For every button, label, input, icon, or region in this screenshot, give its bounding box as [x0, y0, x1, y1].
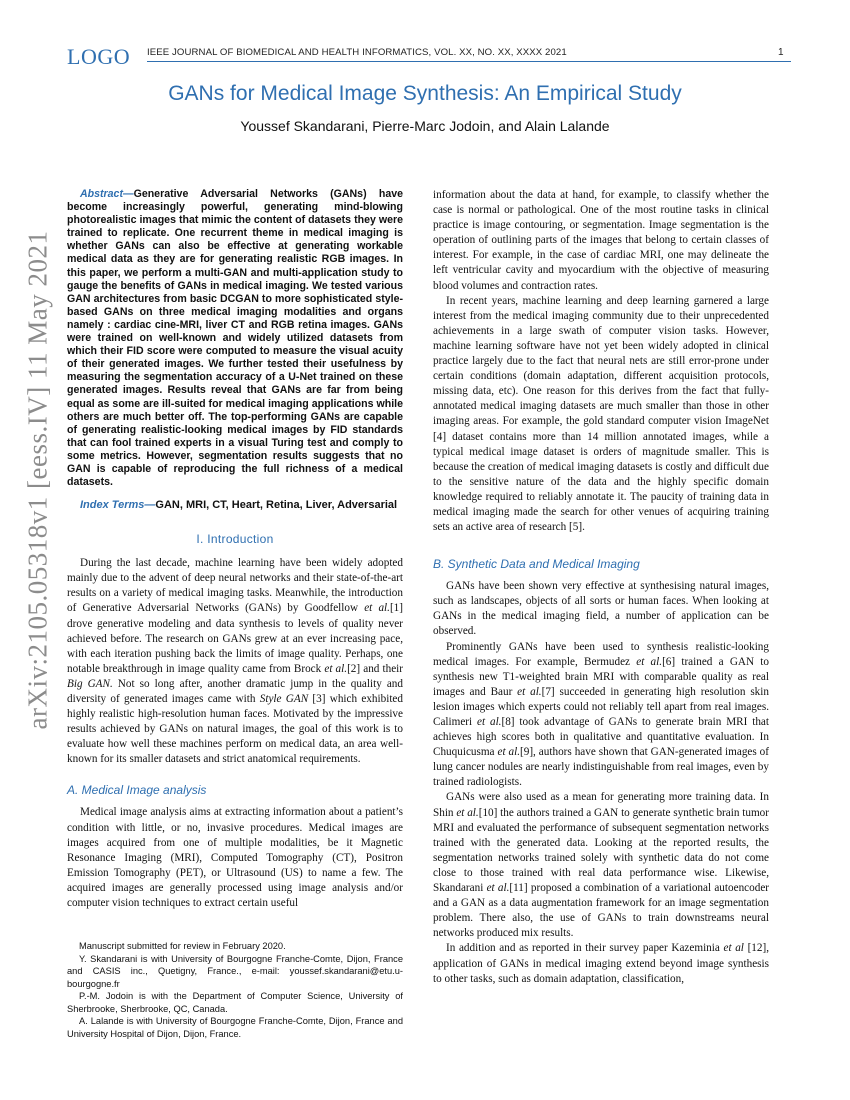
medical-image-analysis-paragraph: Medical image analysis aims at extracting information about a patient’s condition with little, or no, invasive procedures. Medical images are images acquired from one of multiple modalities, be it Magnetic Resonance Imaging (MRI), Computed Tomography (CT), Positron Emission Tomography (PET), or Ultrasound (US) to name a few. The acquired images are generally processed using image analysis and/or computer vision techniques to extract certain useful — [67, 806, 403, 910]
footnote — [67, 940, 403, 1040]
running-head: IEEE JOURNAL OF BIOMEDICAL AND HEALTH INFORMATICS, VOL. XX, NO. XX, XXXX 2021 — [147, 47, 567, 58]
index-terms — [67, 498, 403, 512]
page-number: 1 — [778, 47, 784, 58]
paragraph-text: [11] proposed a combination of a variational autoencoder and a GAN as a data augmentation framework for an image segmentation problem. There also, the use of GANs to train downstreams neural networks produced mix results. — [433, 882, 770, 940]
synthetic-data-paragraph-2 — [433, 640, 769, 791]
synthetic-data-paragraph-1: GANs have been shown very effective at synthesising natural images, such as landscapes, objects of all sorts or human faces. When looking at GANs in the medical imaging field, a number of application can be observed. — [433, 580, 769, 638]
abstract — [67, 188, 403, 489]
citation-etal: et al. — [636, 655, 663, 668]
citation-etal: et al. — [364, 602, 390, 615]
intro-paragraph — [67, 556, 403, 767]
intro-text: [3] which exhibited highly realistic high-resolution human faces. Motivated by the impressive results achieved by GANs on natural images, the goal of this work is to evaluate how well these machines perform on medical data, an area well-known for its smaller datasets and strict anatomical requirements. — [67, 693, 403, 766]
index-terms-text: GAN, MRI, CT, Heart, Retina, Liver, Adversarial — [155, 499, 398, 512]
left-column — [67, 188, 403, 1050]
index-terms-label: Index Terms— — [80, 499, 156, 512]
model-name-style-gan: Style GAN — [259, 693, 309, 705]
citation-etal: et al — [723, 942, 744, 955]
subsection-heading-medical-image-analysis: A. Medical Image analysis — [67, 783, 207, 798]
intro-text: [1] drove generative modeling and data synthesis to levels of quality never achieved before. The research on GANs grew at an ever increasing pace, with each iteration pushing back the limits of image quality. Perhaps, one notable breakthrough in image quality came from Brock — [67, 602, 403, 675]
paragraph-text: [7] succeeded in generating high resolution skin lesion images which experts could not reliably tell apart from real images. Calimeri — [433, 685, 769, 728]
paragraph-text: [8] took advantage of GANs to generate brain MRI that achieves high scores both in qualitative and quantitative evaluation. In Chuquicusma — [433, 716, 769, 759]
intro-text: During the last decade, machine learning have been widely adopted mainly due to the advent of deep neural networks and their state-of-the-art results on a variety of medical imaging tasks. Meanwhile, the introduction of Generative Adversarial Networks (GANs) by Goodfellow — [67, 557, 403, 615]
synthetic-data-paragraph-3 — [433, 790, 769, 941]
paragraph-text: GANs were also used as a mean for generating more training data. In Shin — [433, 791, 769, 819]
citation-etal: et al. — [456, 806, 479, 819]
citation-etal: et al. — [324, 662, 348, 675]
paragraph-text: Prominently GANs have been used to synthesis realistic-looking medical images. For example, Bermudez — [433, 640, 769, 668]
paragraph-text: [9], authors have shown that GAN-generated images of lung cancer nodules are nearly indistinguishable from real images, even by trained radiologists. — [433, 746, 769, 789]
paragraph-text: [12], application of GANs in medical imaging extend beyond image synthesis to other tasks, such as domain adaptation, classification, — [433, 942, 770, 985]
machine-learning-paragraph: In recent years, machine learning and deep learning garnered a large interest from the medical imaging community due to their unprecedented achievements in a large swath of computer vision tasks. However, machine learning software have not yet been widely adopted in clinical practice largely due to the fact that neural nets are still error-prone under certain conditions (domain adaptation, different acquisition protocols, missing data, etc). One reason for this derives from the fact that fully-annotated medical imaging datasets are much smaller than those in other imaging areas. For example, the gold standard computer vision ImageNet [4] dataset contains more than 14 million annotated images, while a typical medical image dataset is orders of magnitude smaller. This is because the creation of medical imaging datasets is costly and difficult due to the sensitive nature of the data and the highly specific domain knowledge required to reliably annotate it. The paucity of training data in medical imaging made the search for other venues of acquiring training sets an active area of research [5]. — [433, 294, 769, 534]
header-rule — [147, 61, 791, 62]
journal-logo: LOGO — [67, 44, 131, 69]
abstract-text: Generative Adversarial Networks (GANs) have become increasingly powerful, generating mind-blowing photorealistic images that mimic the content of datasets they were trained to replicate. One recurrent theme in medical imaging is whether GANs can also be effective at generating workable medical data as they are for generating realistic RGB images. In this paper, we perform a multi-GAN and multi-application study to gauge the benefits of GANs in medical imaging. We tested various GAN architectures from basic DCGAN to more sophisticated style-based GANs on three medical imaging modalities and organs namely : cardiac cine-MRI, liver CT and RGB retina images. GANs were trained on well-known and widely utilized datasets from which their FID score were computed to measure the visual acuity of their generated images. We further tested their usefulness by measuring the segmentation accuracy of a U-Net trained on these generated images. Results reveal that GANs are far from being equal as some are ill-suited for medical imaging applications while others are much better off. The top-performing GANs are capable of generating realistic-looking medical images by FID standards that can fool trained experts in a visual Turing test and comply to some metrics. However, segmentation results suggests that no GAN is capable of reproducing the full richness of a medical datasets. — [67, 188, 403, 489]
citation-etal: et al. — [497, 746, 521, 759]
footnote-submission: Manuscript submitted for review in February 2020. — [79, 941, 286, 951]
paragraph-text: [10] the authors trained a GAN to generate synthetic brain tumor MRI and evaluated the performance of subsequent segmentation networks trained with the generated data. Looking at the reported results, the segmentation networks trained solely with synthetic data do not come close to those trained with real data performance wise. Likewise, Skandarani — [433, 806, 769, 895]
subsection-heading-synthetic-data: B. Synthetic Data and Medical Imaging — [433, 557, 640, 572]
author-list: Youssef Skandarani, Pierre-Marc Jodoin, and Alain Lalande — [240, 118, 610, 134]
abstract-label: Abstract— — [80, 188, 134, 200]
paragraph-text: [6] trained a GAN to synthesis new T1-weighted brain MRI with comparable quality as real images and Baur — [433, 655, 769, 698]
paper-title: GANs for Medical Image Synthesis: An Empirical Study — [168, 82, 682, 105]
footnote-author-skandarani: Y. Skandarani is with University of Bourgogne Franche-Comte, Dijon, France and CASIS inc., Quetigny, France., e-mail: youssef.skandarani@etu.u-bourgogne.fr — [67, 953, 403, 989]
intro-text: Not so long after, another dramatic jump in the quality and diversity of generated images came with — [67, 677, 403, 705]
right-column — [433, 188, 769, 1048]
citation-etal: et al. — [477, 716, 502, 728]
footnote-author-jodoin: P.-M. Jodoin is with the Department of Computer Science, University of Sherbrooke, Sherbrooke, QC, Canada. — [67, 991, 403, 1014]
citation-etal: et al. — [486, 882, 510, 895]
medical-image-analysis-paragraph-continued: information about the data at hand, for example, to classify whether the case is normal or pathological. One of the most routine tasks in clinical practice is image contouring, or segmentation. Image segmentation is the operation of outlining parts of the images that belong to certain classes of interest. For example, in the case of cardiac MRI, one may delineate the left ventricular cavity and myocardium with the objective of measuring blood volumes and contraction rates. — [433, 189, 769, 292]
footnote-author-lalande: A. Lalande is with University of Bourgogne Franche-Comte, Dijon, France and University Hospital of Dijon, Dijon, France. — [67, 1016, 403, 1039]
arxiv-identifier-stamp — [18, 230, 58, 730]
citation-etal: et al. — [517, 685, 542, 698]
intro-text: [2] and their — [347, 662, 404, 675]
paragraph-text: In addition and as reported in their survey paper Kazeminia — [446, 942, 724, 955]
model-name-big-gan: Big GAN. — [67, 677, 113, 690]
arxiv-identifier-text: arXiv:2105.05318v1 [eess.IV] 11 May 2021 — [22, 230, 53, 730]
section-heading-introduction: I. Introduction — [196, 532, 274, 547]
synthetic-data-paragraph-4 — [433, 941, 769, 986]
